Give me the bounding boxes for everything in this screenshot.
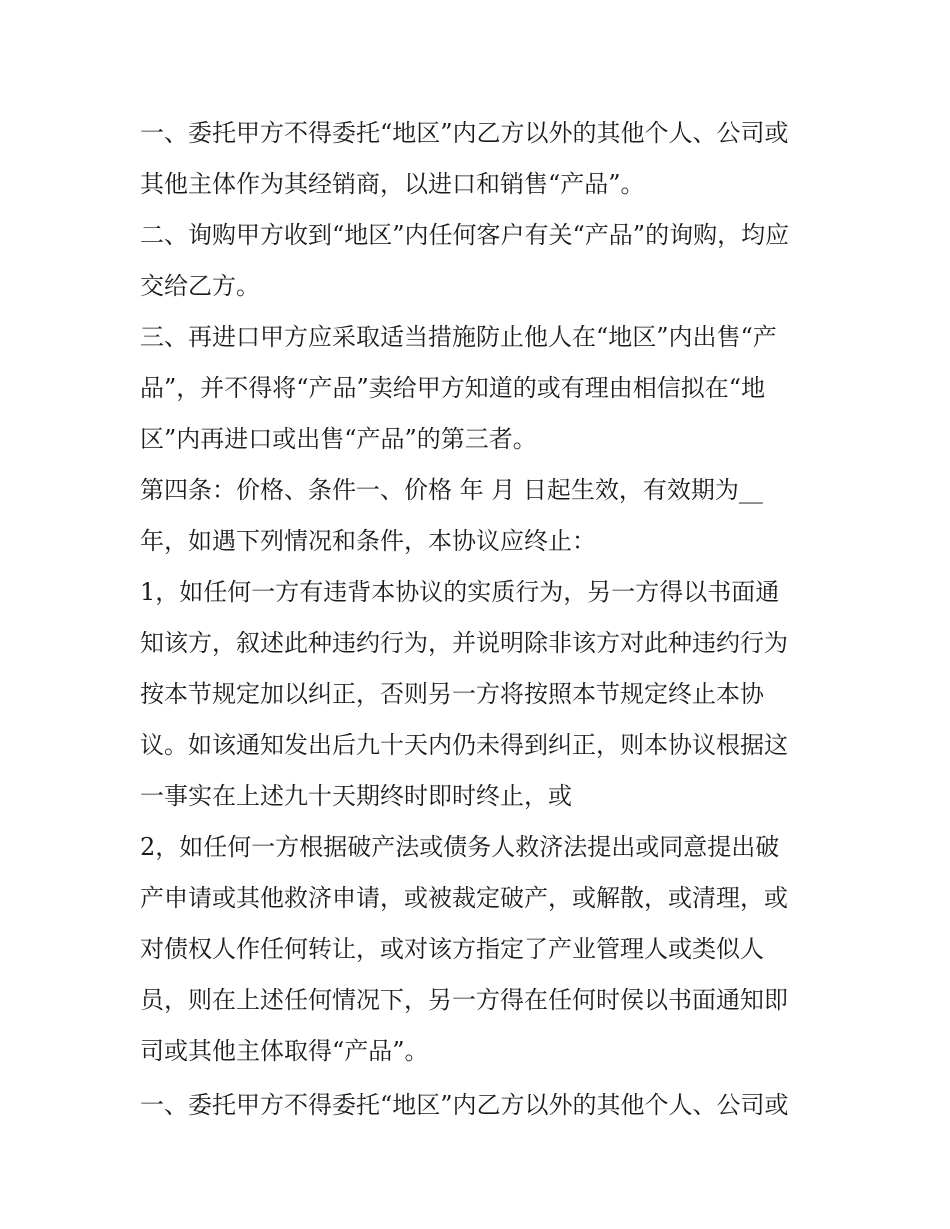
text-line: 第四条：价格、条件一、价格 年 月 日起生效，有效期为__ [140, 476, 763, 504]
text-line: 交给乙方。 [140, 272, 260, 300]
text-line: 对债权人作任何转让，或对该方指定了产业管理人或类似人 [140, 935, 764, 963]
text-line: 产申请或其他救济申请，或被裁定破产，或解散，或清理，或 [140, 884, 788, 912]
text-line: 按本节规定加以纠正，否则另一方将按照本节规定终止本协 [140, 680, 764, 708]
text-line: 2，如任何一方根据破产法或债务人救济法提出或同意提出破 [140, 833, 780, 861]
text-line: 议。如该通知发出后九十天内仍未得到纠正，则本协议根据这 [140, 731, 788, 759]
text-line: 区”内再进口或出售“产品”的第三者。 [140, 425, 537, 453]
text-line: 其他主体作为其经销商，以进口和销售“产品”。 [140, 170, 645, 198]
text-line: 三、再进口甲方应采取适当措施防止他人在“地区”内出售“产 [140, 323, 777, 351]
text-line: 员，则在上述任何情况下，另一方得在任何时侯以书面通知即 [140, 986, 788, 1014]
text-line: 年，如遇下列情况和条件，本协议应终止： [140, 527, 596, 555]
text-line: 知该方，叙述此种违约行为，并说明除非该方对此种违约行为 [140, 629, 788, 657]
text-line: 一、委托甲方不得委托“地区”内乙方以外的其他个人、公司或 [140, 119, 789, 147]
text-line: 一事实在上述九十天期终时即时终止，或 [140, 782, 572, 810]
text-line: 品”，并不得将“产品”卖给甲方知道的或有理由相信拟在“地 [140, 374, 766, 402]
document-body [140, 108, 820, 1131]
text-line: 1，如任何一方有违背本协议的实质行为，另一方得以书面通 [140, 578, 780, 606]
text-line: 一、委托甲方不得委托“地区”内乙方以外的其他个人、公司或 [140, 1091, 789, 1119]
text-line: 司或其他主体取得“产品”。 [140, 1037, 429, 1065]
text-line: 二、询购甲方收到“地区”内任何客户有关“产品”的询购，均应 [140, 221, 790, 249]
